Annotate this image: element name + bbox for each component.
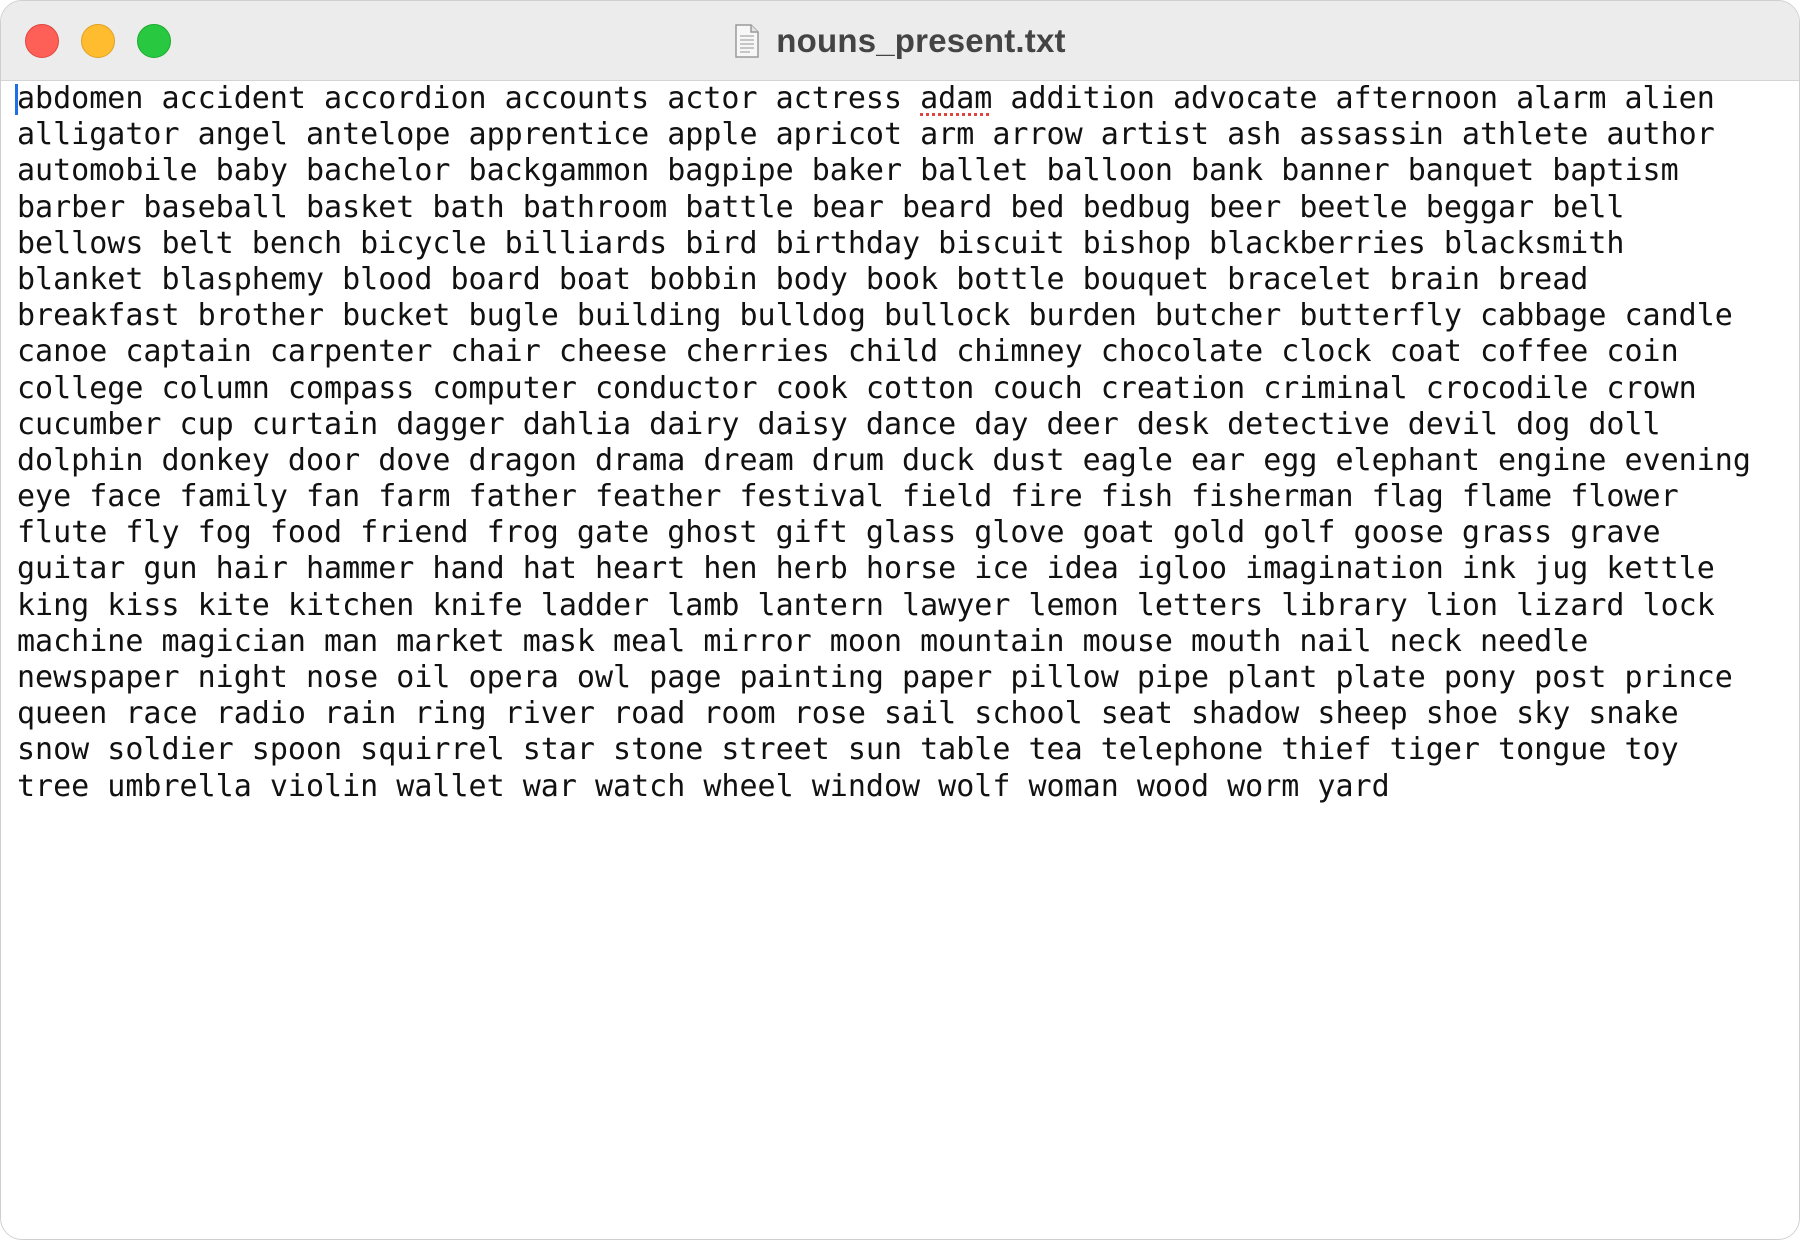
text-segment: addition advocate afternoon alarm alien bbox=[992, 81, 1715, 116]
text-line: barber baseball basket bath bathroom battle bear beard bed bedbug beer beetle beggar bell bbox=[17, 189, 1625, 225]
text-line: newspaper night nose oil opera owl page painting paper pillow pipe plant plate pony post prince bbox=[17, 660, 1733, 695]
text-line: dolphin donkey door dove dragon drama dream drum duck dust eagle ear egg elephant engine evening bbox=[17, 442, 1751, 478]
text-line: alligator angel antelope apprentice apple apricot arm arrow artist ash assassin athlete author bbox=[17, 117, 1715, 153]
text-line: flute fly fog food friend frog gate ghost gift glass glove goat gold golf goose grass grave bbox=[17, 515, 1661, 551]
text-line: blanket blasphemy blood board boat bobbin body book bottle bouquet bracelet brain bread bbox=[17, 261, 1589, 297]
text-line: bellows belt bench bicycle billiards bird birthday biscuit bishop blackberries blacksmith bbox=[17, 225, 1625, 261]
text-line bbox=[17, 81, 1787, 117]
text-editing-area[interactable] bbox=[1, 81, 1799, 1239]
text-line: guitar gun hair hammer hand hat heart hen herb horse ice idea igloo imagination ink jug kettle bbox=[17, 551, 1715, 587]
text-line: king kiss kite kitchen knife ladder lamb lantern lawyer lemon letters library lion lizard lock bbox=[17, 587, 1715, 623]
document-text[interactable] bbox=[17, 81, 1787, 805]
text-line: automobile baby bachelor backgammon bagpipe baker ballet balloon bank banner banquet baptism bbox=[17, 153, 1679, 189]
text-line: machine magician man market mask meal mirror moon mountain mouse mouth nail neck needle bbox=[17, 623, 1589, 659]
text-line: snow soldier spoon squirrel star stone street sun table tea telephone thief tiger tongue toy bbox=[17, 732, 1679, 768]
misspelled-word[interactable]: adam bbox=[920, 81, 993, 116]
text-segment: abdomen accident accordion accounts actor actress bbox=[17, 81, 921, 116]
text-line: college column compass computer conductor cook cotton couch creation criminal crocodile crown bbox=[17, 370, 1697, 406]
document-icon[interactable] bbox=[734, 24, 760, 58]
title-bar[interactable] bbox=[1, 1, 1799, 81]
text-line: tree umbrella violin wallet war watch wheel window wolf woman wood worm yard bbox=[17, 768, 1390, 804]
text-line: cucumber cup curtain dagger dahlia dairy daisy dance day deer desk detective devil dog doll bbox=[17, 406, 1661, 442]
title-area bbox=[1, 1, 1799, 81]
text-line: breakfast brother bucket bugle building bulldog bullock burden butcher butterfly cabbage candle bbox=[17, 298, 1733, 334]
text-line: eye face family fan farm father feather festival field fire fish fisherman flag flame flower bbox=[17, 479, 1679, 515]
window-title: nouns_present.txt bbox=[776, 22, 1066, 59]
text-line: queen race radio rain ring river road room rose sail school seat shadow sheep shoe sky snake bbox=[17, 696, 1679, 732]
text-line: canoe captain carpenter chair cheese cherries child chimney chocolate clock coat coffee coin bbox=[17, 334, 1679, 370]
